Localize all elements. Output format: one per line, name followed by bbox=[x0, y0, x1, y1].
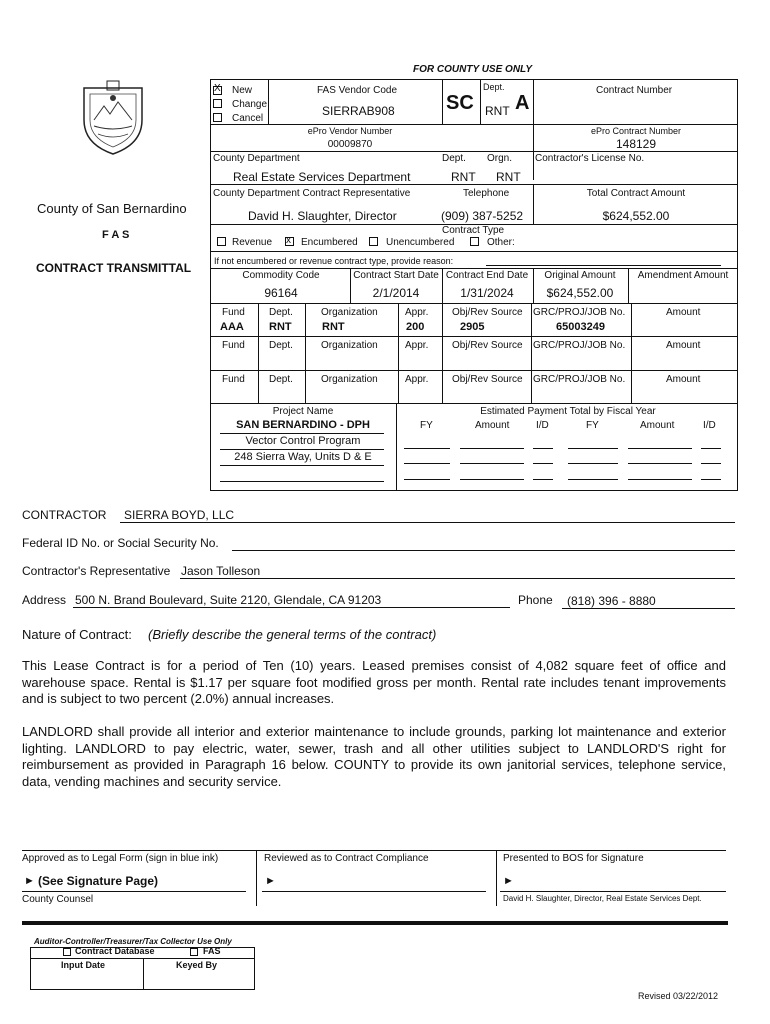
amendment-amount-label: Amendment Amount bbox=[637, 270, 729, 281]
grc-header: GRC/PROJ/JOB No. bbox=[533, 374, 626, 385]
rep-label: County Department Contract Representative bbox=[213, 188, 411, 199]
contractor-rep-label: Contractor's Representative bbox=[22, 564, 171, 578]
amount-header: Amount bbox=[666, 340, 701, 351]
id-label-2: I/D bbox=[703, 420, 716, 431]
address-label: Address bbox=[22, 593, 67, 607]
bos-label: Presented to BOS for Signature bbox=[503, 853, 644, 864]
appr-value[interactable]: 200 bbox=[406, 321, 425, 333]
input-date-label: Input Date bbox=[61, 960, 105, 970]
start-date[interactable]: 2/1/2014 bbox=[372, 286, 420, 300]
bos-signer: David H. Slaughter, Director, Real Estate Services Dept. bbox=[503, 894, 702, 903]
keyed-by-label: Keyed By bbox=[176, 960, 218, 970]
change-label: Change bbox=[232, 99, 268, 110]
fund-header: Fund bbox=[222, 374, 245, 385]
reason-label: If not encumbered or revenue contract type, provide reason: bbox=[214, 256, 454, 266]
legal-form-value[interactable]: (See Signature Page) bbox=[38, 874, 159, 888]
cancel-checkbox[interactable] bbox=[213, 113, 222, 122]
appr-header: Appr. bbox=[405, 307, 429, 318]
revised-date: Revised 03/22/2012 bbox=[638, 991, 719, 1001]
arrow-icon: ► bbox=[265, 875, 276, 887]
nature-hint: (Briefly describe the general terms of the contract) bbox=[148, 627, 437, 642]
arrow-icon: ► bbox=[24, 875, 35, 887]
project-line3[interactable]: 248 Sierra Way, Units D & E bbox=[234, 451, 372, 463]
contract-database-checkbox[interactable] bbox=[63, 948, 71, 956]
unencumbered-label: Unencumbered bbox=[386, 237, 455, 248]
other-label: Other: bbox=[487, 237, 515, 248]
end-date[interactable]: 1/31/2024 bbox=[460, 286, 514, 300]
amount-header: Amount bbox=[666, 307, 701, 318]
revenue-checkbox[interactable] bbox=[217, 237, 226, 246]
amount-label-2: Amount bbox=[640, 420, 675, 431]
id-label-1: I/D bbox=[536, 420, 549, 431]
organization-header: Organization bbox=[321, 374, 378, 385]
phone-label: Phone bbox=[518, 593, 553, 607]
fy-label-2: FY bbox=[586, 420, 599, 431]
fas-vendor-code-label: FAS Vendor Code bbox=[317, 85, 398, 96]
county-name: County of San Bernardino bbox=[37, 201, 187, 216]
dept-value-row[interactable]: RNT bbox=[269, 321, 292, 333]
contractor-label: CONTRACTOR bbox=[22, 508, 107, 522]
orgn-label: Orgn. bbox=[487, 153, 513, 164]
county-dept-label: County Department bbox=[213, 153, 300, 164]
fund-value[interactable]: AAA bbox=[220, 321, 244, 333]
obj-rev-value[interactable]: 2905 bbox=[460, 321, 485, 333]
fas-vendor-code[interactable]: SIERRAB908 bbox=[322, 104, 395, 118]
arrow-icon: ► bbox=[503, 875, 514, 887]
federal-id-label: Federal ID No. or Social Security No. bbox=[22, 536, 219, 550]
dept-header: Dept. bbox=[269, 307, 293, 318]
phone-value[interactable]: (818) 396 - 8880 bbox=[567, 594, 656, 608]
dept-label: Dept. bbox=[442, 153, 466, 164]
dept-header: Dept. bbox=[269, 374, 293, 385]
compliance-label: Reviewed as to Contract Compliance bbox=[264, 853, 429, 864]
contractor-rep-value[interactable]: Jason Tolleson bbox=[181, 564, 261, 578]
est-payment-label: Estimated Payment Total by Fiscal Year bbox=[480, 406, 656, 417]
total-amount-value[interactable]: $624,552.00 bbox=[602, 209, 670, 223]
sc-code: SC bbox=[446, 92, 474, 114]
dept-code-label: Dept. bbox=[483, 82, 505, 92]
fund-header: Fund bbox=[222, 340, 245, 351]
unencumbered-checkbox[interactable] bbox=[369, 237, 378, 246]
nature-paragraph-1: This Lease Contract is for a period of Ten (10) years. Leased premises consist of 4,082 square feet of office and warehouse space. Rental is $1.17 per square foot modified gross per month. Rental rate includes tenant improvements and is subject to two percent (2.0%) annual increases. bbox=[22, 658, 726, 706]
epro-contract-label: ePro Contract Number bbox=[590, 126, 682, 136]
divider bbox=[22, 921, 728, 925]
project-line2[interactable]: Vector Control Program bbox=[245, 435, 361, 447]
telephone-label: Telephone bbox=[463, 188, 510, 199]
contract-number-label: Contract Number bbox=[596, 85, 673, 96]
obj-rev-header: Obj/Rev Source bbox=[452, 374, 523, 385]
encumbered-mark: x bbox=[286, 235, 291, 246]
contract-database-label: Contract Database bbox=[75, 946, 155, 956]
county-use-only-label: FOR COUNTY USE ONLY bbox=[413, 64, 533, 75]
commodity-code[interactable]: 96164 bbox=[264, 286, 298, 300]
telephone-value[interactable]: (909) 387-5252 bbox=[441, 209, 524, 223]
commodity-code-label: Commodity Code bbox=[242, 270, 320, 281]
dept-code[interactable]: RNT bbox=[485, 104, 510, 118]
amount-label-1: Amount bbox=[475, 420, 510, 431]
original-amount-label: Original Amount bbox=[544, 270, 616, 281]
end-date-label: Contract End Date bbox=[445, 270, 529, 281]
appr-header: Appr. bbox=[405, 340, 429, 351]
start-date-label: Contract Start Date bbox=[353, 270, 439, 281]
organization-value[interactable]: RNT bbox=[322, 321, 345, 333]
county-seal-logo bbox=[80, 80, 146, 156]
fas-checkbox-label: FAS bbox=[203, 946, 221, 956]
dept-header: Dept. bbox=[269, 340, 293, 351]
organization-header: Organization bbox=[321, 307, 378, 318]
cancel-label: Cancel bbox=[232, 113, 264, 124]
nature-label: Nature of Contract: bbox=[22, 627, 132, 642]
original-amount[interactable]: $624,552.00 bbox=[546, 286, 614, 300]
address-value[interactable]: 500 N. Brand Boulevard, Suite 2120, Glendale, CA 91203 bbox=[75, 593, 382, 607]
amount-header: Amount bbox=[666, 374, 701, 385]
project-name-label: Project Name bbox=[272, 406, 334, 417]
epro-vendor-number[interactable]: 00009870 bbox=[327, 139, 373, 150]
obj-rev-header: Obj/Rev Source bbox=[452, 340, 523, 351]
encumbered-label: Encumbered bbox=[301, 237, 358, 248]
fund-header: Fund bbox=[222, 307, 245, 318]
fas-checkbox[interactable] bbox=[190, 948, 198, 956]
a-code: A bbox=[515, 92, 530, 114]
grc-header: GRC/PROJ/JOB No. bbox=[533, 340, 626, 351]
fy-label-1: FY bbox=[420, 420, 433, 431]
grc-value[interactable]: 65003249 bbox=[556, 321, 605, 333]
nature-paragraph-2: LANDLORD shall provide all interior and exterior maintenance to include grounds, parking lot maintenance and exterior lighting. LANDLORD to pay electric, water, sewer, trash and all other utilities subject to LANDLORD'S right for reimbursement as provided in Paragraph 16 below. COUNTY to provide its own janitorial services, telephone service, data, vending machines and security service. bbox=[22, 724, 726, 789]
other-checkbox[interactable] bbox=[470, 237, 479, 246]
legal-form-label: Approved as to Legal Form (sign in blue ink) bbox=[22, 853, 219, 864]
fas-label: F A S bbox=[102, 229, 130, 241]
obj-rev-header: Obj/Rev Source bbox=[452, 307, 523, 318]
change-checkbox[interactable] bbox=[213, 99, 222, 108]
revenue-label: Revenue bbox=[232, 237, 273, 248]
contract-type-label: Contract Type bbox=[442, 225, 505, 236]
county-dept-value[interactable]: Real Estate Services Department bbox=[233, 170, 411, 184]
appr-header: Appr. bbox=[405, 374, 429, 385]
project-name[interactable]: SAN BERNARDINO - DPH bbox=[236, 419, 370, 431]
epro-contract-number[interactable]: 148129 bbox=[615, 137, 657, 151]
new-label: New bbox=[232, 85, 253, 96]
contractor-value[interactable]: SIERRA BOYD, LLC bbox=[124, 508, 235, 522]
county-counsel-label: County Counsel bbox=[22, 894, 94, 905]
auditor-title: Auditor-Controller/Treasurer/Tax Collector Use Only bbox=[34, 937, 232, 946]
license-label: Contractor's License No. bbox=[535, 153, 645, 164]
epro-vendor-label: ePro Vendor Number bbox=[307, 126, 393, 136]
orgn-value[interactable]: RNT bbox=[496, 170, 521, 184]
dept-value[interactable]: RNT bbox=[451, 170, 476, 184]
grc-header: GRC/PROJ/JOB No. bbox=[533, 307, 626, 318]
rep-value[interactable]: David H. Slaughter, Director bbox=[248, 209, 397, 223]
contract-transmittal-title: CONTRACT TRANSMITTAL bbox=[36, 261, 192, 275]
total-amount-label: Total Contract Amount bbox=[586, 188, 686, 199]
organization-header: Organization bbox=[321, 340, 378, 351]
new-mark: X bbox=[214, 83, 221, 94]
